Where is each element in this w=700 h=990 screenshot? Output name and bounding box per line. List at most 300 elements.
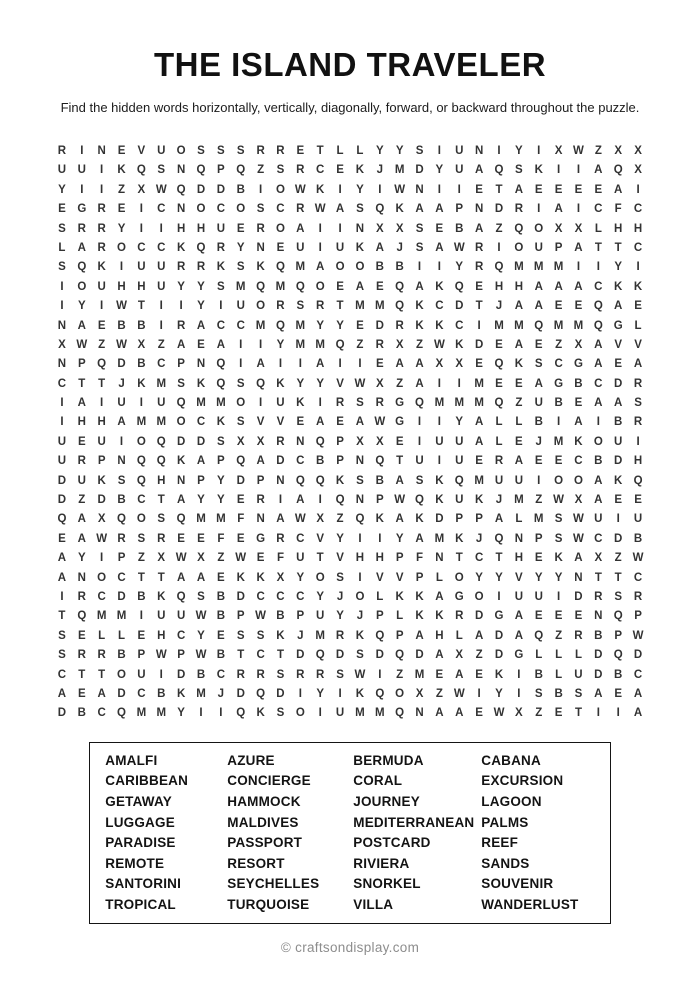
grid-cell: I xyxy=(596,707,600,720)
word-bank-item: SANTORINI xyxy=(105,876,182,892)
grid-cell: Q xyxy=(136,455,146,468)
grid-cell: U xyxy=(415,455,424,468)
grid-cell: P xyxy=(77,358,86,371)
grid-cell: Y xyxy=(276,338,285,351)
grid-cell: N xyxy=(296,435,305,448)
grid-cell: S xyxy=(197,145,205,157)
grid-cell: Z xyxy=(495,222,503,235)
grid-cell: U xyxy=(296,552,305,565)
grid-cell: Z xyxy=(594,145,602,157)
grid-cell: J xyxy=(535,435,542,448)
grid-cell: O xyxy=(176,145,186,157)
grid-cell: B xyxy=(157,687,166,700)
grid-cell: A xyxy=(534,377,543,390)
grid-cell: A xyxy=(415,280,424,293)
grid-cell: R xyxy=(256,668,265,681)
grid-cell: R xyxy=(494,455,504,468)
grid-cell: A xyxy=(574,280,583,293)
grid-cell: T xyxy=(157,571,165,584)
grid-cell: P xyxy=(177,358,185,371)
word-bank-item: MEDITERRANEAN xyxy=(353,814,475,830)
grid-cell: P xyxy=(137,649,146,662)
grid-cell: P xyxy=(336,435,344,448)
grid-cell: Q xyxy=(534,629,544,642)
grid-cell: M xyxy=(474,377,484,390)
grid-row xyxy=(52,569,648,588)
word-bank-item: JOURNEY xyxy=(353,793,420,809)
grid-cell: E xyxy=(58,532,66,545)
grid-cell: N xyxy=(355,455,365,468)
grid-cell: M xyxy=(514,319,524,332)
grid-cell: I xyxy=(497,590,501,603)
grid-cell: Y xyxy=(77,300,86,313)
word-bank-item: VILLA xyxy=(353,896,394,912)
grid-cell: I xyxy=(417,261,422,274)
grid-cell: H xyxy=(157,629,166,642)
grid-cell: T xyxy=(157,494,165,507)
grid-cell: I xyxy=(576,164,581,177)
grid-cell: T xyxy=(316,145,324,157)
grid-cell: R xyxy=(216,241,226,254)
grid-cell: K xyxy=(236,571,245,584)
grid-cell: Z xyxy=(475,649,483,662)
grid-cell: E xyxy=(356,319,364,332)
grid-cell: M xyxy=(514,494,524,507)
grid-cell: R xyxy=(316,300,325,313)
grid-cell: N xyxy=(474,203,484,216)
grid-cell: A xyxy=(455,707,464,720)
grid-cell: Q xyxy=(236,164,246,177)
grid-cell: A xyxy=(256,358,265,371)
grid-cell: P xyxy=(236,610,245,623)
grid-cell: I xyxy=(358,358,362,371)
grid-cell: Q xyxy=(494,397,504,410)
grid-cell: W xyxy=(573,532,584,545)
word-bank-item: REMOTE xyxy=(105,855,165,871)
word-bank-column xyxy=(481,751,610,916)
grid-cell: E xyxy=(614,494,623,507)
grid-cell: V xyxy=(375,571,384,584)
grid-cell: O xyxy=(534,222,544,235)
grid-cell: J xyxy=(396,241,403,254)
grid-cell: L xyxy=(594,222,602,235)
grid-cell: T xyxy=(78,668,86,681)
grid-cell: B xyxy=(316,455,325,468)
grid-cell: P xyxy=(375,610,384,623)
grid-cell: E xyxy=(97,319,106,332)
grid-cell: C xyxy=(633,241,643,254)
grid-cell: M xyxy=(315,629,325,642)
grid-cell: E xyxy=(58,203,66,216)
grid-cell: A xyxy=(514,183,524,196)
grid-cell: T xyxy=(276,649,284,662)
grid-cell: B xyxy=(455,222,464,235)
grid-cell: K xyxy=(355,629,365,642)
grid-cell: I xyxy=(596,416,600,429)
grid-cell: E xyxy=(614,358,623,371)
grid-row xyxy=(52,452,648,471)
grid-cell: D xyxy=(296,649,305,662)
grid-cell: C xyxy=(97,707,106,720)
grid-cell: S xyxy=(217,435,225,448)
grid-cell: X xyxy=(375,435,384,448)
grid-cell: D xyxy=(474,338,484,351)
grid-cell: L xyxy=(495,435,503,448)
word-bank-item: REEF xyxy=(481,835,519,851)
grid-cell: B xyxy=(236,183,245,196)
grid-cell: Q xyxy=(454,474,464,487)
grid-cell: J xyxy=(475,532,483,545)
grid-cell: K xyxy=(415,590,424,603)
grid-cell: K xyxy=(375,513,384,526)
grid-cell: B xyxy=(534,668,543,681)
grid-cell: H xyxy=(196,222,206,235)
grid-cell: B xyxy=(216,590,226,603)
grid-cell: C xyxy=(633,571,643,584)
grid-cell: Z xyxy=(157,338,165,351)
grid-cell: U xyxy=(335,241,345,254)
grid-cell: D xyxy=(276,455,285,468)
grid-cell: C xyxy=(137,687,146,700)
grid-cell: K xyxy=(574,435,583,448)
grid-cell: S xyxy=(336,571,344,584)
page-title: THE ISLAND TRAVELER xyxy=(153,46,547,83)
grid-cell: Q xyxy=(375,203,385,216)
grid-cell: P xyxy=(455,513,464,526)
grid-cell: I xyxy=(437,416,441,429)
grid-cell: C xyxy=(216,319,226,332)
grid-cell: A xyxy=(594,338,603,351)
grid-cell: Q xyxy=(395,300,405,313)
grid-cell: N xyxy=(474,145,484,157)
grid-cell: Q xyxy=(494,358,504,371)
grid-cell: U xyxy=(157,145,166,157)
grid-cell: D xyxy=(117,590,126,603)
grid-cell: N xyxy=(176,164,186,177)
grid-cell: D xyxy=(494,629,504,642)
grid-cell: M xyxy=(235,280,246,293)
grid-cell: S xyxy=(236,629,245,642)
grid-cell: Q xyxy=(395,280,405,293)
grid-row xyxy=(52,161,648,180)
grid-cell: N xyxy=(256,241,265,254)
grid-cell: A xyxy=(594,687,603,700)
grid-cell: R xyxy=(335,629,345,642)
grid-cell: B xyxy=(137,319,146,332)
grid-cell: C xyxy=(594,203,603,216)
grid-row xyxy=(52,530,648,549)
grid-cell: Q xyxy=(156,435,166,448)
grid-row xyxy=(52,588,648,607)
grid-cell: X xyxy=(435,358,444,371)
grid-cell: U xyxy=(57,435,67,448)
grid-cell: I xyxy=(139,203,143,216)
grid-cell: J xyxy=(495,494,503,507)
grid-cell: Y xyxy=(495,687,503,700)
grid-cell: I xyxy=(616,513,620,526)
grid-cell: S xyxy=(58,261,66,274)
grid-cell: W xyxy=(255,610,267,623)
grid-cell: H xyxy=(633,222,643,235)
grid-cell: X xyxy=(574,494,583,507)
grid-cell: I xyxy=(278,494,283,507)
grid-cell: B xyxy=(554,687,563,700)
grid-cell: E xyxy=(574,183,583,196)
grid-row xyxy=(52,375,648,394)
grid-cell: T xyxy=(495,552,503,565)
grid-cell: Q xyxy=(275,319,285,332)
grid-cell: I xyxy=(437,455,441,468)
grid-cell: Z xyxy=(535,494,543,507)
grid-cell: Y xyxy=(614,261,623,274)
grid-cell: Q xyxy=(375,629,385,642)
grid-cell: E xyxy=(475,183,483,196)
grid-cell: U xyxy=(534,241,543,254)
grid-cell: C xyxy=(137,241,146,254)
grid-cell: Y xyxy=(296,377,305,390)
grid-row xyxy=(52,666,648,685)
grid-cell: R xyxy=(77,590,86,603)
grid-cell: K xyxy=(633,280,643,293)
grid-cell: Q xyxy=(216,377,226,390)
grid-cell: P xyxy=(256,474,265,487)
grid-cell: U xyxy=(296,241,305,254)
grid-cell: A xyxy=(196,455,206,468)
grid-cell: R xyxy=(97,241,106,254)
grid-cell: J xyxy=(495,300,503,313)
grid-cell: X xyxy=(634,145,642,157)
grid-cell: C xyxy=(633,203,643,216)
grid-cell: X xyxy=(515,707,523,720)
grid-cell: Q xyxy=(57,513,67,526)
grid-cell: W xyxy=(453,241,465,254)
grid-cell: P xyxy=(336,455,344,468)
grid-cell: X xyxy=(455,358,464,371)
grid-cell: H xyxy=(514,280,524,293)
grid-cell: W xyxy=(632,629,644,642)
grid-cell: J xyxy=(118,377,125,390)
word-bank-item: CORAL xyxy=(353,773,403,789)
grid-cell: S xyxy=(415,241,424,254)
grid-cell: A xyxy=(57,571,67,584)
grid-cell: A xyxy=(474,435,484,448)
grid-cell: I xyxy=(139,610,143,623)
grid-cell: C xyxy=(256,649,265,662)
grid-cell: I xyxy=(80,145,84,157)
grid-cell: R xyxy=(296,668,305,681)
grid-cell: D xyxy=(614,532,623,545)
grid-cell: A xyxy=(594,474,603,487)
grid-cell: D xyxy=(236,474,245,487)
grid-cell: J xyxy=(356,610,364,623)
grid-cell: Z xyxy=(416,338,424,351)
grid-cell: H xyxy=(157,474,166,487)
grid-cell: L xyxy=(495,416,503,429)
grid-cell: I xyxy=(100,300,104,313)
grid-cell: D xyxy=(196,183,206,196)
grid-cell: K xyxy=(355,687,365,700)
grid-cell: M xyxy=(315,338,325,351)
grid-cell: U xyxy=(97,435,106,448)
grid-cell: M xyxy=(156,416,167,429)
grid-cell: P xyxy=(475,513,483,526)
grid-cell: E xyxy=(554,610,563,623)
grid-cell: I xyxy=(497,241,501,254)
grid-cell: U xyxy=(455,435,464,448)
grid-cell: S xyxy=(356,474,364,487)
grid-cell: C xyxy=(316,164,325,177)
grid-cell: L xyxy=(376,590,384,603)
puzzle-grid xyxy=(52,142,648,724)
grid-cell: I xyxy=(239,338,243,351)
grid-cell: W xyxy=(394,183,406,196)
grid-cell: I xyxy=(60,300,64,313)
grid-cell: K xyxy=(435,610,444,623)
grid-cell: R xyxy=(97,203,106,216)
grid-cell: J xyxy=(376,164,383,177)
grid-cell: Q xyxy=(295,280,305,293)
grid-cell: Z xyxy=(257,164,265,177)
grid-cell: K xyxy=(276,629,285,642)
grid-cell: D xyxy=(176,435,186,448)
grid-row xyxy=(52,549,648,568)
grid-cell: Q xyxy=(415,494,424,507)
grid-cell: T xyxy=(98,377,106,390)
grid-cell: C xyxy=(554,358,563,371)
grid-cell: A xyxy=(534,300,543,313)
word-bank-item: CARIBBEAN xyxy=(105,773,189,789)
grid-cell: B xyxy=(117,494,126,507)
grid-cell: P xyxy=(197,474,205,487)
grid-cell: E xyxy=(217,629,225,642)
grid-cell: U xyxy=(77,474,86,487)
word-bank-item: SEYCHELLES xyxy=(227,876,320,892)
grid-cell: O xyxy=(117,241,126,254)
grid-cell: I xyxy=(199,707,203,720)
grid-cell: H xyxy=(117,280,126,293)
grid-cell: A xyxy=(474,222,484,235)
grid-cell: Z xyxy=(435,687,443,700)
grid-cell: D xyxy=(57,494,67,507)
grid-cell: F xyxy=(416,552,424,565)
grid-cell: E xyxy=(634,300,642,313)
grid-cell: N xyxy=(355,494,365,507)
grid-cell: O xyxy=(97,571,107,584)
grid-cell: U xyxy=(455,455,464,468)
grid-cell: D xyxy=(375,649,384,662)
grid-row xyxy=(52,220,648,239)
grid-cell: A xyxy=(514,610,524,623)
grid-cell: I xyxy=(537,203,541,216)
grid-cell: L xyxy=(98,629,106,642)
grid-cell: K xyxy=(474,494,484,507)
word-bank-item: POSTCARD xyxy=(353,835,431,851)
grid-cell: M xyxy=(434,532,445,545)
grid-cell: C xyxy=(97,590,106,603)
grid-cell: Z xyxy=(555,629,563,642)
grid-cell: O xyxy=(315,571,325,584)
word-bank xyxy=(89,742,611,925)
grid-cell: T xyxy=(396,455,404,468)
grid-cell: K xyxy=(97,474,106,487)
grid-cell: K xyxy=(137,377,146,390)
grid-cell: A xyxy=(633,358,643,371)
instructions-text: Find the hidden words horizontally, vertically, diagonally, forward, or backward throughout the puzzle. xyxy=(60,100,640,115)
grid-cell: I xyxy=(219,707,223,720)
grid-cell: I xyxy=(298,687,302,700)
word-bank-item: CABANA xyxy=(481,752,541,768)
grid-cell: A xyxy=(514,629,524,642)
grid-cell: K xyxy=(117,164,126,177)
grid-cell: B xyxy=(614,416,623,429)
grid-cell: A xyxy=(77,513,86,526)
grid-cell: F xyxy=(217,532,225,545)
grid-cell: L xyxy=(118,629,126,642)
grid-cell: E xyxy=(554,183,563,196)
grid-cell: U xyxy=(157,610,166,623)
grid-cell: E xyxy=(495,377,503,390)
grid-cell: M xyxy=(196,513,206,526)
grid-cell: G xyxy=(554,377,564,390)
grid-cell: I xyxy=(318,241,322,254)
grid-cell: K xyxy=(415,300,424,313)
grid-cell: U xyxy=(117,397,126,410)
grid-cell: S xyxy=(276,668,285,681)
grid-cell: U xyxy=(157,280,166,293)
grid-cell: S xyxy=(197,590,205,603)
grid-cell: Q xyxy=(256,280,266,293)
grid-cell: O xyxy=(136,513,146,526)
grid-cell: L xyxy=(634,319,642,332)
grid-cell: Q xyxy=(97,358,107,371)
grid-cell: I xyxy=(636,183,640,196)
grid-cell: U xyxy=(494,474,504,487)
grid-cell: B xyxy=(633,532,643,545)
grid-cell: U xyxy=(77,164,86,177)
grid-cell: N xyxy=(594,610,603,623)
grid-cell: F xyxy=(237,513,245,526)
grid-cell: O xyxy=(355,590,365,603)
grid-cell: Q xyxy=(395,707,405,720)
grid-cell: K xyxy=(216,416,226,429)
grid-cell: A xyxy=(77,319,86,332)
grid-cell: A xyxy=(335,203,345,216)
grid-cell: P xyxy=(217,455,225,468)
grid-cell: I xyxy=(159,222,163,235)
grid-cell: A xyxy=(554,203,563,216)
grid-cell: U xyxy=(97,280,106,293)
grid-cell: I xyxy=(636,435,640,448)
grid-cell: B xyxy=(77,707,86,720)
grid-cell: R xyxy=(633,416,643,429)
grid-cell: I xyxy=(576,203,581,216)
grid-cell: R xyxy=(474,261,484,274)
grid-cell: D xyxy=(614,377,623,390)
grid-cell: X xyxy=(455,649,464,662)
grid-cell: Z xyxy=(98,338,106,351)
grid-cell: D xyxy=(474,610,484,623)
grid-cell: I xyxy=(556,164,561,177)
grid-cell: C xyxy=(296,590,305,603)
grid-cell: Q xyxy=(613,610,623,623)
word-bank-item: SNORKEL xyxy=(353,876,421,892)
grid-cell: U xyxy=(137,261,146,274)
grid-cell: I xyxy=(60,397,64,410)
grid-cell: I xyxy=(100,164,104,177)
grid-cell: Q xyxy=(315,649,325,662)
grid-cell: X xyxy=(554,145,563,157)
grid-cell: U xyxy=(455,164,464,177)
